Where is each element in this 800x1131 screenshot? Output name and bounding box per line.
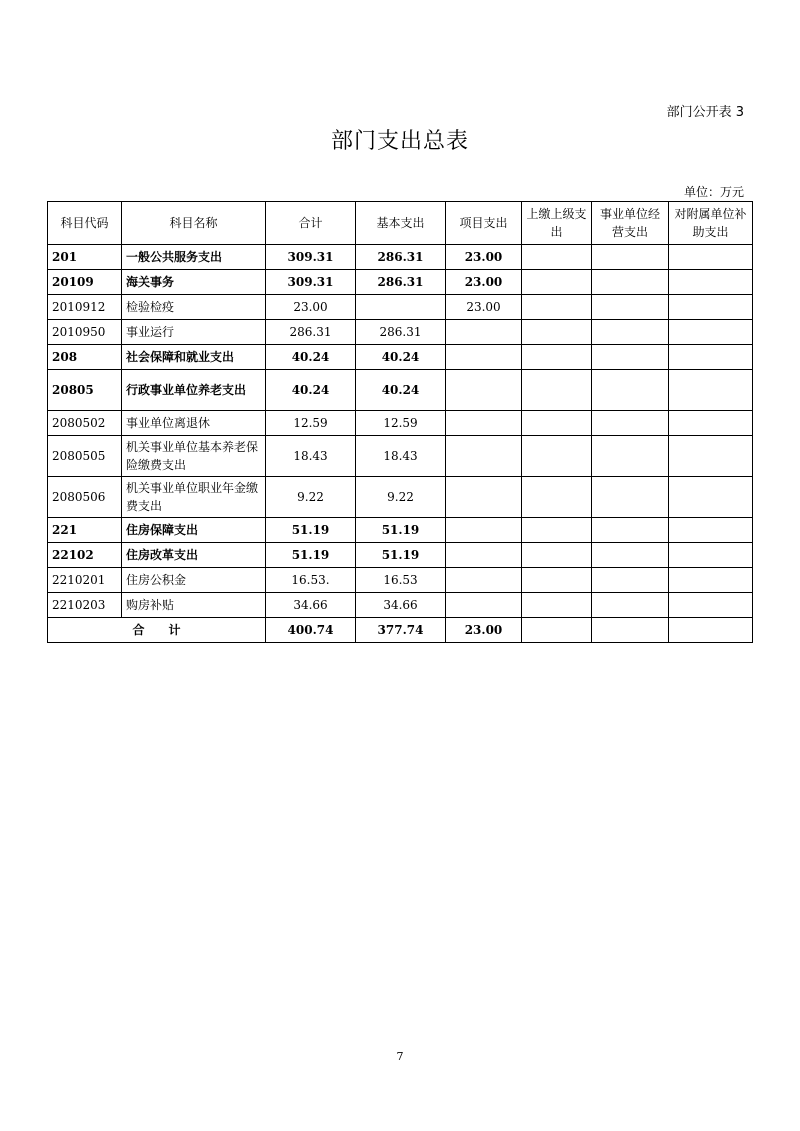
cell-code: 2210201 [48,568,122,593]
cell-total: 12.59 [266,411,356,436]
cell-basic: 34.66 [356,593,446,618]
cell-business [592,370,669,411]
cell-subsidy [669,568,753,593]
table-row [48,320,753,345]
table-row [48,295,753,320]
table-row [48,477,753,518]
total-label: 合 计 [48,618,266,643]
column-header-subsidy: 对附属单位补助支出 [669,202,753,245]
cell-code: 22102 [48,543,122,568]
cell-project [446,345,522,370]
cell-upper [522,345,592,370]
cell-upper [522,320,592,345]
cell-upper [522,593,592,618]
cell-upper [522,370,592,411]
cell-subsidy [669,411,753,436]
cell-subsidy [669,518,753,543]
cell-subsidy [669,295,753,320]
cell-project [446,477,522,518]
cell-subsidy [669,593,753,618]
cell-basic: 16.53 [356,568,446,593]
cell-code: 208 [48,345,122,370]
cell-project: 23.00 [446,295,522,320]
total-cell-project: 23.00 [446,618,522,643]
page-label: 部门公开表 3 [666,105,744,120]
cell-basic: 286.31 [356,270,446,295]
table-row [48,411,753,436]
cell-total: 9.22 [266,477,356,518]
cell-business [592,320,669,345]
cell-upper [522,477,592,518]
cell-subsidy [669,270,753,295]
cell-name: 社会保障和就业支出 [122,345,266,370]
table-row [48,270,753,295]
cell-business [592,270,669,295]
cell-name: 住房保障支出 [122,518,266,543]
table-row [48,518,753,543]
cell-business [592,518,669,543]
cell-total: 51.19 [266,543,356,568]
cell-project [446,320,522,345]
cell-total: 18.43 [266,436,356,477]
cell-basic: 12.59 [356,411,446,436]
total-cell-business [592,618,669,643]
column-header-upper: 上缴上级支出 [522,202,592,245]
table-row [48,345,753,370]
expense-table [47,201,753,643]
cell-business [592,345,669,370]
cell-upper [522,270,592,295]
cell-name: 机关事业单位职业年金缴费支出 [122,477,266,518]
cell-subsidy [669,320,753,345]
cell-business [592,568,669,593]
cell-business [592,295,669,320]
cell-name: 检验检疫 [122,295,266,320]
cell-total: 309.31 [266,270,356,295]
cell-basic: 18.43 [356,436,446,477]
cell-upper [522,518,592,543]
table-header-row [48,202,753,245]
table-body [48,245,753,618]
cell-project: 23.00 [446,245,522,270]
cell-upper [522,568,592,593]
cell-code: 2080506 [48,477,122,518]
cell-name: 一般公共服务支出 [122,245,266,270]
cell-code: 2210203 [48,593,122,618]
cell-basic: 286.31 [356,245,446,270]
cell-business [592,436,669,477]
cell-basic: 286.31 [356,320,446,345]
cell-subsidy [669,436,753,477]
cell-code: 2080502 [48,411,122,436]
cell-project [446,370,522,411]
column-header-total: 合计 [266,202,356,245]
table-row [48,593,753,618]
cell-upper [522,411,592,436]
cell-code: 2080505 [48,436,122,477]
cell-basic [356,295,446,320]
column-header-project: 项目支出 [446,202,522,245]
cell-name: 机关事业单位基本养老保险缴费支出 [122,436,266,477]
cell-business [592,477,669,518]
cell-project [446,568,522,593]
table-row [48,436,753,477]
column-header-name: 科目名称 [122,202,266,245]
column-header-code: 科目代码 [48,202,122,245]
cell-project [446,593,522,618]
cell-name: 住房公积金 [122,568,266,593]
cell-basic: 51.19 [356,543,446,568]
cell-code: 221 [48,518,122,543]
page-title: 部门支出总表 [330,129,469,154]
cell-project [446,518,522,543]
cell-name: 事业单位离退休 [122,411,266,436]
cell-basic: 9.22 [356,477,446,518]
table-row [48,543,753,568]
unit-label: 单位：万元 [683,185,744,199]
table-row [48,568,753,593]
cell-total: 286.31 [266,320,356,345]
column-header-basic: 基本支出 [356,202,446,245]
cell-total: 40.24 [266,370,356,411]
cell-total: 16.53. [266,568,356,593]
cell-total: 23.00 [266,295,356,320]
cell-subsidy [669,543,753,568]
cell-code: 20109 [48,270,122,295]
cell-business [592,245,669,270]
cell-name: 住房改革支出 [122,543,266,568]
cell-subsidy [669,345,753,370]
total-cell-upper [522,618,592,643]
total-cell-total: 400.74 [266,618,356,643]
cell-project [446,436,522,477]
cell-code: 2010950 [48,320,122,345]
cell-upper [522,245,592,270]
cell-basic: 40.24 [356,370,446,411]
cell-project: 23.00 [446,270,522,295]
cell-basic: 51.19 [356,518,446,543]
cell-total: 34.66 [266,593,356,618]
cell-name: 购房补贴 [122,593,266,618]
cell-subsidy [669,245,753,270]
cell-business [592,411,669,436]
cell-total: 309.31 [266,245,356,270]
page-number: 7 [396,1050,404,1063]
cell-total: 40.24 [266,345,356,370]
cell-name: 行政事业单位养老支出 [122,370,266,411]
cell-business [592,593,669,618]
column-header-business: 事业单位经营支出 [592,202,669,245]
cell-project [446,543,522,568]
cell-code: 20805 [48,370,122,411]
total-cell-subsidy [669,618,753,643]
table-row [48,370,753,411]
cell-name: 海关事务 [122,270,266,295]
cell-project [446,411,522,436]
table-row [48,245,753,270]
cell-upper [522,543,592,568]
total-cell-basic: 377.74 [356,618,446,643]
cell-subsidy [669,370,753,411]
cell-code: 201 [48,245,122,270]
cell-subsidy [669,477,753,518]
cell-business [592,543,669,568]
cell-upper [522,295,592,320]
cell-code: 2010912 [48,295,122,320]
table-total-row [48,618,753,643]
cell-name: 事业运行 [122,320,266,345]
cell-basic: 40.24 [356,345,446,370]
cell-upper [522,436,592,477]
cell-total: 51.19 [266,518,356,543]
